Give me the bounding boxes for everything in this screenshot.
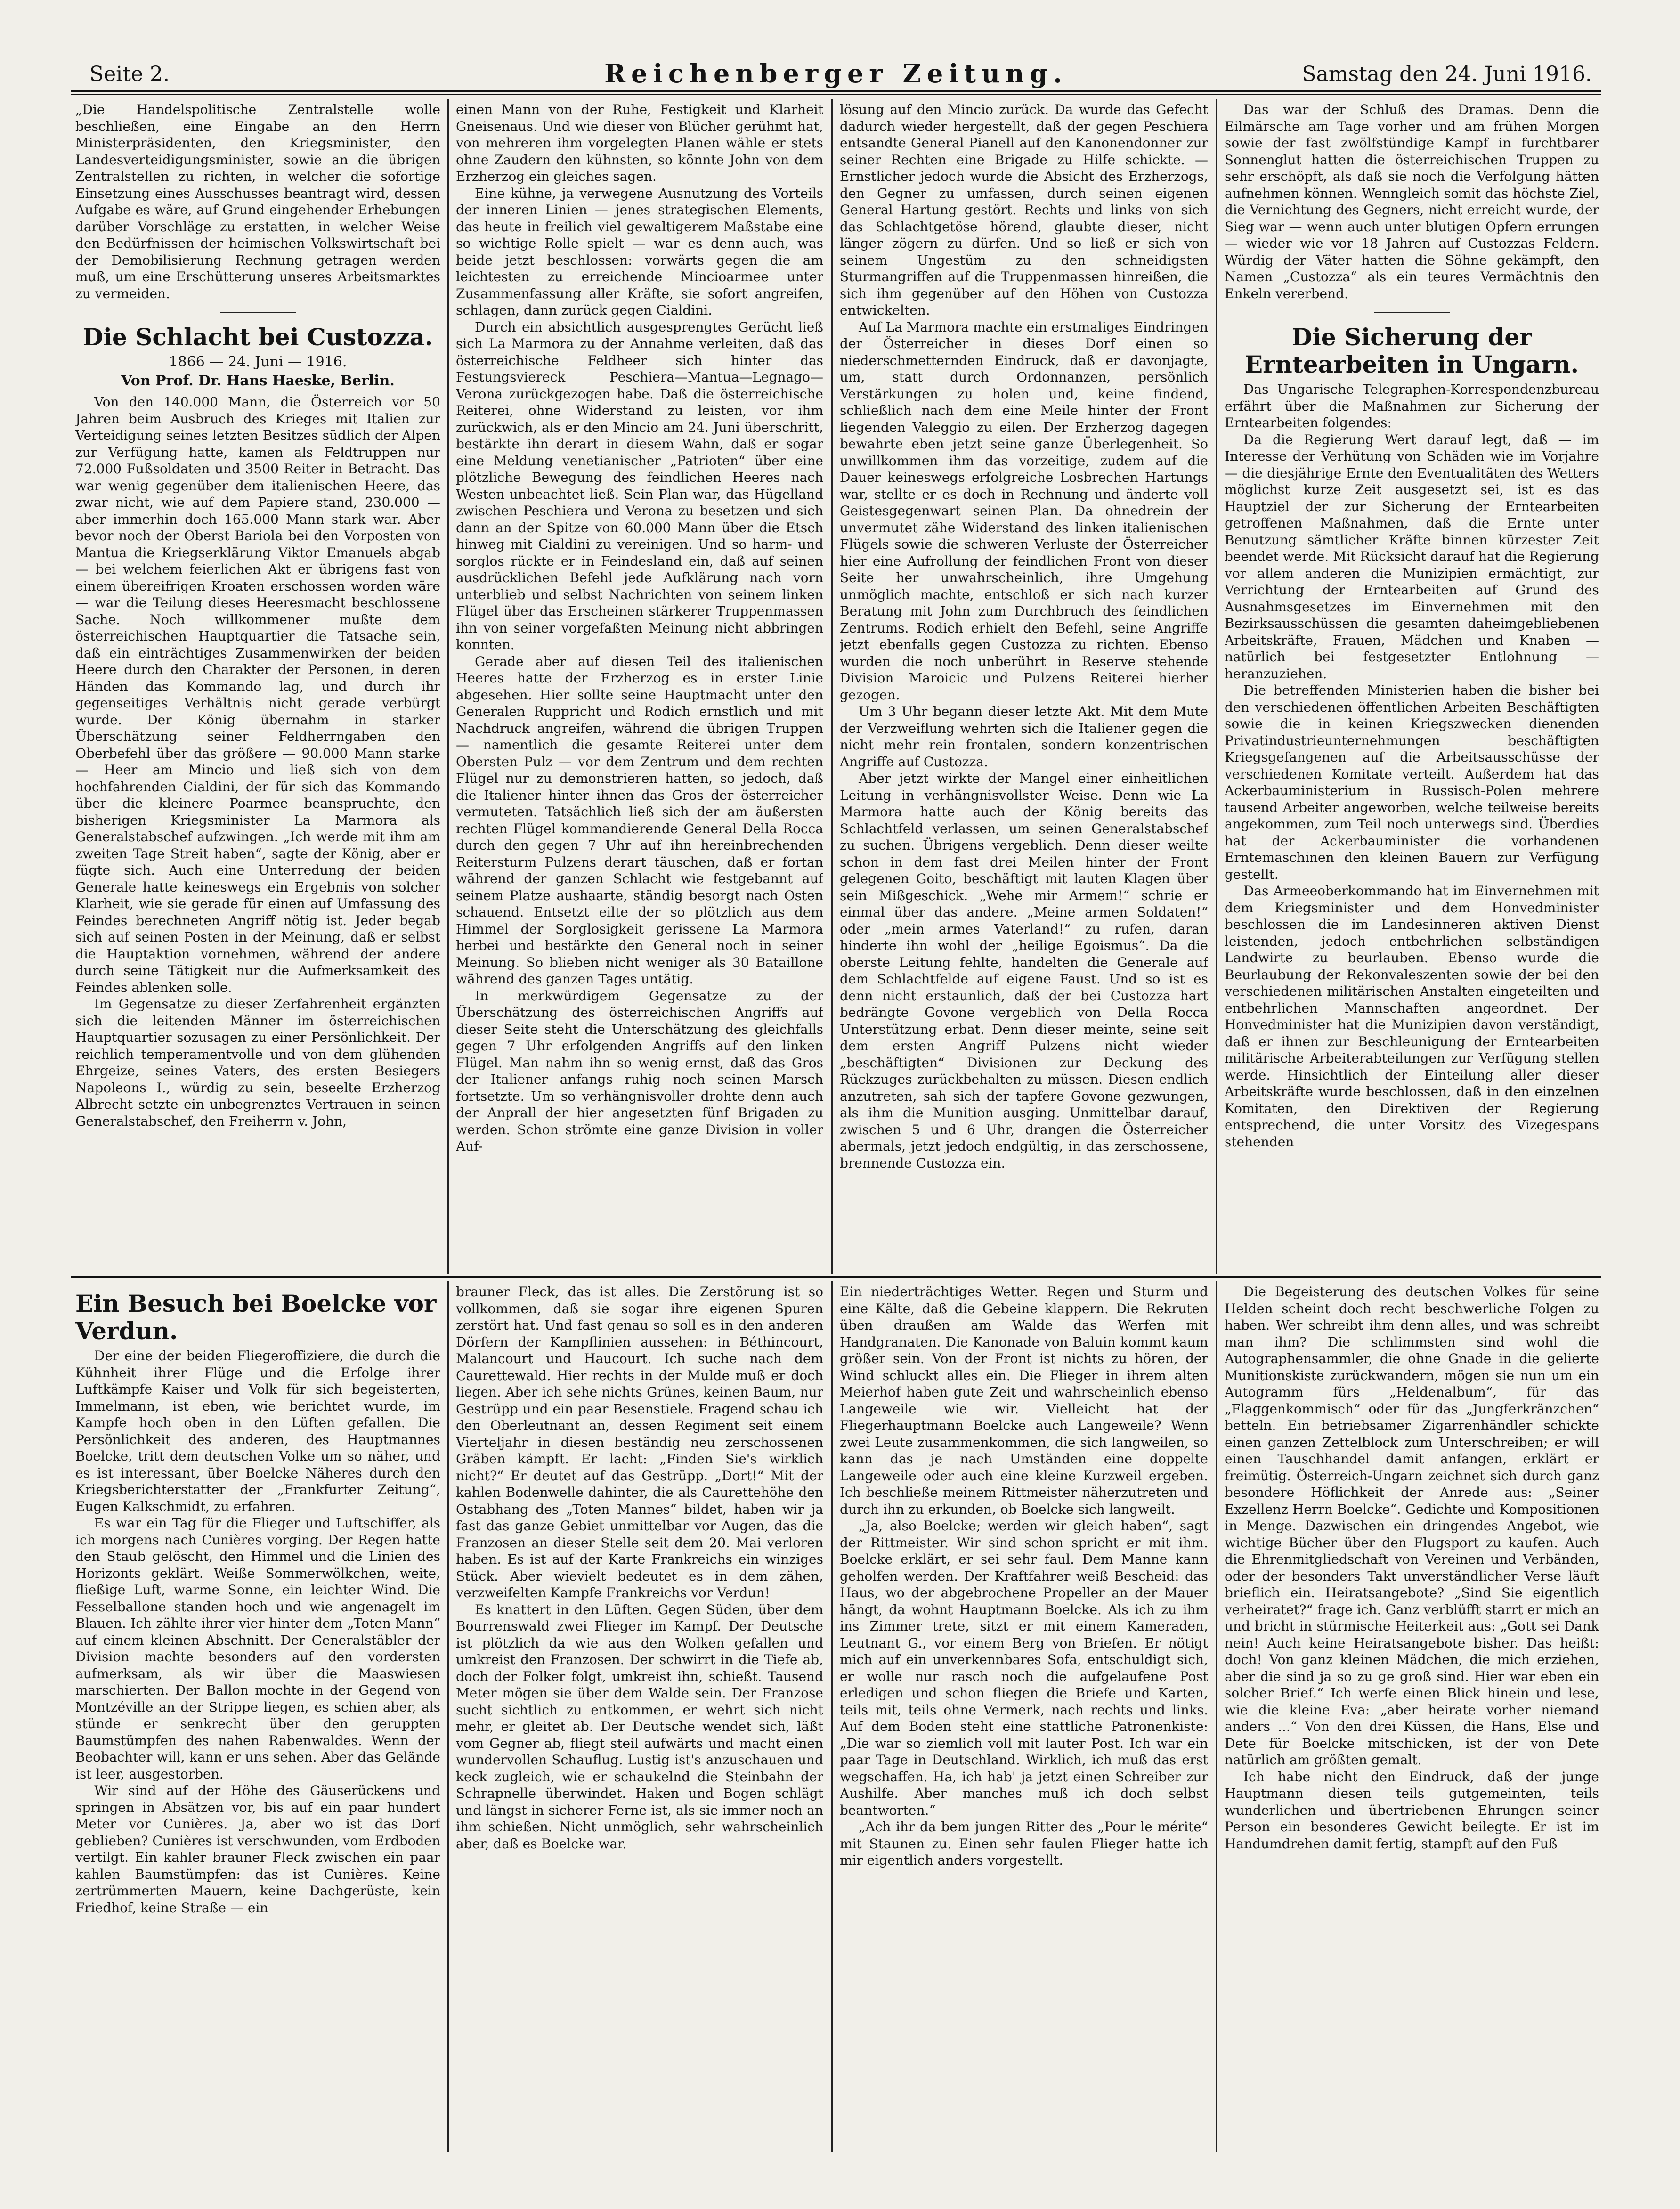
boelcke-column-3 [840,1283,1208,2152]
column-divider [447,99,449,1274]
article-separator [220,312,296,313]
newspaper-title: Reichenberger Zeitung. [604,58,1068,89]
boelcke-column-4 [1225,1283,1599,2152]
boelcke-paragraph: Es war ein Tag für die Flieger und Luftschiffer, als ich morgens nach Cunières vorging. Der Regen hatte den Staub gelöscht, den Himmel und die Linien des Horizonts geklärt. Weiße Sommerwölkchen, weite, fließige Luft, warme Sonne, ein leichter Wind. Die Fesselballone standen hoch und wie angenagelt im Blauen. Ich zählte ihrer vier hinter dem „Toten Mann“ auf einem kleinen Abschnitt. Der Generalstäbler der Division machte besonders auf den vordersten aufmerksam, als wir über die Maaswiesen marschierten. Der Ballon mochte in der Gegend von Montzéville an der Strippe liegen, es schien aber, als stünde er senkrecht über den geruppten Baumstümpfen des nahen Rabenwaldes. Wenn der Beobachter will, kann er uns sehen. Aber das Gelände ist leer, ausgestorben. [75,1515,440,1782]
intro-paragraph: „Die Handelspolitische Zentralstelle wolle beschließen, eine Eingabe an den Herrn Ministerpräsidenten, den Kriegsminister, den Landesverteidigungsminister, sowie an die übrigen Zentralstellen zu richten, in welcher die sofortige Einsetzung eines Ausschusses beantragt wird, dessen Aufgabe es wäre, auf Grund eingehender Erhebungen darüber Vorschläge zu erstatten, in welcher Weise den Bedürfnissen der heimischen Volkswirtschaft bei der Demobilisierung Rechnung getragen werden muß, um eine Erschütterung unseres Arbeitsmarktes zu vermeiden. [75,102,440,301]
boelcke-paragraph: brauner Fleck, das ist alles. Die Zerstörung ist so vollkommen, daß sie sogar ihre eigenen Spuren zerstört hat. Und fast genau so soll es in den anderen Dörfern der Kampflinien aussehen: in Béthincourt, Malancourt und Haucourt. Ich suche nach dem Caurettewald. Hier rechts in der Mulde muß er doch liegen. Aber ich sehe nichts Grünes, keinen Baum, nur Gestrüpp und ein paar Besenstiele. Fragend schau ich den Oberleutnant an, dessen Regiment seit einem Vierteljahr in diesen beständig neu zerschossenen Gräben kämpft. Er lacht: „Finden Sie's wirklich nicht?“ Er deutet auf das Gestrüpp. „Dort!“ Mit der kahlen Bodenwelle dahinter, die als Caurettehöhe den Ostabhang des „Toten Mannes“ bildet, haben wir ja fast das ganze Gebiet unmittelbar vor Augen, das die Franzosen an dieser Stelle seit dem 20. Mai verloren haben. Es ist auf der Karte Frankreichs ein winziges Stück. Aber wievielt bedeutet es in dem zähen, verzweifelten Kampfe Frankreichs vor Verdun! [456,1284,823,1600]
page-number: Seite 2. [89,62,170,86]
boelcke-paragraph: Der eine der beiden Fliegeroffiziere, die durch die Kühnheit ihrer Flüge und die Erfolge ihrer Luftkämpfe Kaiser und Volk für sich begeisterten, Immelmann, ist eben, wie berichtet wurde, im Kampfe hoch oben in den Lüften gefallen. Die Persönlichkeit des anderen, des Hauptmannes Boelcke, tritt dem deutschen Volke um so näher, und es ist interessant, über Boelcke Näheres durch den Kriegsberichterstatter der „Frankfurter Zeitung“, Eugen Kalkschmidt, zu erfahren. [75,1348,440,1514]
ernte-paragraph: Die betreffenden Ministerien haben die bisher bei den verschiedenen öffentlichen Arbeiten Beschäftigten sowie die in keinen Kriegszwecken dienenden Privatindustrieunternehmungen beschäftigten Kriegsgefangenen auf die Arbeitsausschüsse der verschiedenen Komitate verteilt. Außerdem hat das Ackerbauministerium in Russisch-Polen mehrere tausend Arbeiter angeworben, welche teilweise bereits angekommen, zum Teil noch unterwegs sind. Überdies hat der Ackerbauminister die vorhandenen Erntemaschinen den kleinen Bauern zur Verfügung gestellt. [1225,682,1599,882]
boelcke-column-2 [456,1283,823,2152]
column-divider [831,1281,833,2152]
boelcke-paragraph: „Ach ihr da bem jungen Ritter des „Pour le mérite“ mit Staunen zu. Einen sehr faulen Flieger hatte ich mir eigentlich anders vorgestellt. [840,1819,1208,1868]
custozza-paragraph: Durch ein absichtlich ausgesprengtes Gerücht ließ sich La Marmora zu der Annahme verleiten, daß das österreichische Feldheer sich hinter das Festungsviereck Peschiera—Mantua—Legnago—Verona zurückgezogen habe. Daß die österreichische Reiterei, ohne Widerstand zu leisten, vor ihm zurückwich, als er den Mincio am 24. Juni überschritt, bestärkte ihn derart in diesem Wahn, daß er sogar eine Meldung venetianischer „Patrioten“ über eine plötzliche Bewegung des feindlichen Heeres nach Westen unbeachtet ließ. Sein Plan war, das Hügelland zwischen Peschiera und Verona zu besetzen und sich dann an der Spitze von 60.000 Mann über die Etsch hinweg mit Cialdini zu vereinigen. Und so harm- und sorglos rückte er in Feindesland ein, daß auf seinen ausdrücklichen Befehl jede Aufklärung nach vorn unterblieb und selbst Nachrichten von seinem linken Flügel über das Erscheinen stärkerer Truppenmassen ihn von seiner vorgefaßten Meinung nicht abbringen konnten. [456,319,823,652]
custozza-paragraph: Das war der Schluß des Dramas. Denn die Eilmärsche am Tage vorher und am frühen Morgen sowie der fast zwölfstündige Kampf in furchtbarer Sonnenglut hatten die österreichischen Truppen zu sehr erschöpft, als daß sie noch die Verfolgung hätten aufnehmen können. Wenngleich somit das höchste Ziel, die Vernichtung des Gegners, nicht erreicht wurde, der Sieg war — wenn auch unter blutigen Opfern errungen — wieder wie vor 18 Jahren auf Custozzas Feldern. Würdig der Väter hatten die Söhne gekämpft, den Namen „Custozza“ als ein teures Vermächtnis den Enkeln vererbend. [1225,102,1599,301]
custozza-paragraph: Eine kühne, ja verwegene Ausnutzung des Vorteils der inneren Linien — jenes strategischen Elements, das heute in freilich viel gewaltigerem Maßstabe eine so wichtige Rolle spielt — war es denn auch, was beide jetzt beschlossen: vorwärts gegen die am leichtesten zu erreichende Mincioarmee unter Zusammenfassung aller Kräfte, sie sofort angreifen, schlagen, dann zurück gegen Cialdini. [456,185,823,318]
boelcke-paragraph: Die Begeisterung des deutschen Volkes für seine Helden scheint doch recht beschwerliche Folgen zu haben. Wer schreibt ihm denn alles, und was schreibt man ihm? Die schlimmsten sind wohl die Autographensammler, die ohne Gnade in die gelierte Munitionskiste zurückwandern, mögen sie nun um ein Autogramm fürs „Heldenalbum“, für das „Flaggenkommisch“ oder für das „Jungferkränzchen“ betteln. Ein betriebsamer Zigarrenhändler schickte einen ganzen Zettelblock zum Unterschreiben; er will einen Tauschhandel damit anfangen, erklärt er freimütig. Österreich-Ungarn zeichnet sich durch ganz besondere Höflichkeit der Anrede aus: „Seiner Exzellenz Herrn Boelcke“. Gedichte und Kompositionen in Menge. Dazwischen ein dringendes Angebot, wie wichtige Bücher über den Flugsport zu kaufen. Auch die Ehrenmitgliedschaft von Vereinen und Verbänden, oder der besonders Takt unverständlicher Verse läuft brieflich ein. Heiratsangebote? „Sind Sie eigentlich verheiratet?“ frage ich. Ganz verblüfft starrt er mich an und bricht in stürmische Heiterkeit aus: „Gott sei Dank nein! Auch keine Heiratsangebote bisher. Das heißt: doch! Von ganz kleinen Mädchen, die mich erziehen, aber die sind ja so zu ge groß sind. Hier war eben ein solcher Brief.“ Ich werfe einen Blick hinein und lese, wie die kleine Eva: „aber heirate vorher niemand anders ...“ Von den drei Küssen, die Hans, Else und Dete für Boelcke mitschicken, ist der von Dete natürlich am größten gemalt. [1225,1284,1599,1768]
ernte-paragraph: Da die Regierung Wert darauf legt, daß — im Interesse der Verhütung von Schäden wie im Vorjahre — die diesjährige Ernte den Eventualitäten des Wetters möglichst kurze Zeit ausgesetzt sei, ist es das Hauptziel der zur Sicherung der Erntearbeiten getroffenen Maßnahmen, daß die Ernte unter Benutzung sämtlicher Kräfte binnen kürzester Zeit beendet werde. Mit Rücksicht darauf hat die Regierung vor allem anderen die Munizipien ermächtigt, zur Verrichtung der Erntearbeiten auf Grund des Ausnahmsgesetzes im Einvernehmen mit den Bezirksausschüssen die gesamten daheimgebliebenen Arbeitskräfte, Frauen, Mädchen und Knaben — natürlich bei festgesetzter Entlohnung — heranzuziehen. [1225,431,1599,682]
ernte-paragraph: Das Armeeoberkommando hat im Einvernehmen mit dem Kriegsminister und dem Honvedminister beschlossen die im Landesinneren aktiven Dienst leistenden, jedoch entbehrlichen selbständigen Landwirte zu beurlauben. Ebenso wurde die Beurlaubung der Rekonvaleszenten sowie der bei den verschiedenen militärischen Anstalten eingeteilten und entbehrlichen Mannschaften angeordnet. Der Honvedminister hat die Munizipien davon verständigt, daß er ihnen zur Beschleunigung der Erntearbeiten militärische Arbeiterabteilungen zur Verfügung stellen werde. Hinsichtlich der Einteilung aller dieser Arbeitskräfte wurde beschlossen, daß in den einzelnen Komitaten, den Direktiven der Regierung entsprechend, die unter Vorsitz des Vizegespans stehenden [1225,883,1599,1150]
boelcke-paragraph: Es knattert in den Lüften. Gegen Süden, über dem Bourrenswald zwei Flieger im Kampf. Der Deutsche ist plötzlich da wie aus den Wolken gefallen und umkreist den Franzosen. Der schwirrt in die Tiefe ab, doch der Folker folgt, umkreist ihn, schießt. Tausend Meter mögen sie über dem Walde sein. Der Franzose sucht sichtlich zu entkommen, er wehrt sich nicht mehr, er gleitet ab. Der Deutsche wendet sich, läßt vom Gegner ab, fliegt steil aufwärts und macht einen wundervollen Schauflug. Lustig ist's anzuschauen und keck zugleich, wie er schaukelnd die Steinbahn der Schrapnelle überwindet. Haken und Bogen schlägt und längst in sicherer Ferne ist, als sie immer noch an ihm schießen. Nicht unmöglich, sehr wahrscheinlich aber, daß es Boelcke war. [456,1601,823,1852]
boelcke-paragraph: Ein niederträchtiges Wetter. Regen und Sturm und eine Kälte, daß die Gebeine klappern. Die Rekruten üben draußen am Walde das Werfen mit Handgranaten. Die Kanonade von Baluin kommt kaum größer sein. Von der Front ist nichts zu hören, der Wind schluckt alles ein. Die Flieger in ihrem alten Meierhof haben gute Zeit und wahrscheinlich ebenso Langeweile wie wir. Vielleicht hat der Fliegerhauptmann Boelcke auch Langeweile? Wenn zwei Leute zusammenkommen, die sich langweilen, so kann das je nach Umständen eine doppelte Langeweile oder auch eine kleine Kurzweil ergeben. Ich beschließe meinem Rittmeister näherzutreten und durch ihn zu erkunden, ob Boelcke sich langweilt. [840,1284,1208,1517]
custozza-headline: Die Schlacht bei Custozza. [82,323,433,351]
column-2 [456,101,823,1274]
column-divider [447,1281,449,2152]
article-separator [1374,312,1450,313]
column-3 [840,101,1208,1274]
custozza-paragraph: In merkwürdigem Gegensatze zu der Überschätzung des österreichischen Angriffs auf dieser Seite steht die Unterschätzung des gleichfalls gegen 7 Uhr erfolgenden Angriffs auf den linken Flügel. Man nahm ihn so wenig ernst, daß das Gros der Italiener anfangs ruhig noch seinen Marsch fortsetzte. Um so verhängnisvoller drohte denn auch der Anprall der hier angesetzten fünf Brigaden zu werden. Schon strömte eine ganze Division in voller Auf- [456,988,823,1154]
custozza-paragraph: Aber jetzt wirkte der Mangel einer einheitlichen Leitung in verhängnisvollster Weise. Denn wie La Marmora hatte auch der König bereits das Schlachtfeld verlassen, um seinen Generalstabschef zu suchen. Übrigens vergeblich. Denn dieser weilte schon in dem fast drei Meilen hinter der Front gelegenen Goito, beschäftigt mit lauten Klagen über sein Mißgeschick. „Wehe mir Armem!“ schrie er einmal über das andere. „Meine armen Soldaten!“ oder „mein armes Vaterland!“ zu rufen, daran hinderte ihn wohl der „heilige Egoismus“. Da die oberste Leitung fehlte, handelten die Generale auf dem Schlachtfelde auf eigene Faust. Und so ist es denn nicht erstaunlich, daß der bei Custozza hart bedrängte Govone vergeblich von Della Rocca Unterstützung erbat. Denn dieser meinte, seine seit dem ersten Angriff Pulzens nicht wieder „beschäftigten“ Divisionen zur Deckung des Rückzuges zurückbehalten zu müssen. Diesen endlich anzutreten, sah sich der tapfere Govone gezwungen, als ihm die Munition ausging. Unmittelbar darauf, zwischen 5 und 6 Uhr, drangen die Österreicher abermals, jetzt jedoch endgültig, in das zerschossene, brennende Custozza ein. [840,771,1208,1171]
custozza-paragraph: Von den 140.000 Mann, die Österreich vor 50 Jahren beim Ausbruch des Krieges mit Italien zur Verteidigung seines letzten Besitzes südlich der Alpen zur Verfügung hatte, kamen als Feldtruppen nur 72.000 Fußsoldaten und 3500 Reiter in Betracht. Das war wenig gegenüber dem italienischen Heere, das zwar nicht, wie auf dem Papiere stand, 230.000 — aber immerhin doch 165.000 Mann stark war. Aber bevor noch der Oberst Bariola bei den Vorposten von Mantua die Kriegserklärung Viktor Emanuels abgab — bei welchem feierlichen Akt er übrigens fast von einem übereifrigen Kroaten erschossen worden wäre — war die Teilung dieses Heeresmacht beschlossene Sache. Noch willkommener mußte dem österreichischen Hauptquartier die Tatsache sein, daß ein einträchtiges Zusammenwirken der beiden Heere durch den Charakter der Personen, in deren Händen das Kommando lag, und durch ihr gegenseitiges Verhältnis nicht gerade verbürgt wurde. Der König übernahm in starker Überschätzung seiner Feldherrngaben den Oberbefehl über das größere — 90.000 Mann starke — Heer am Mincio und ließ sich von dem hochfahrenden Cialdini, der für sich das Kommando über die kleinere Poarmee beanspruchte, den bisherigen Kriegsminister La Marmora als Generalstabschef aufzwingen. „Ich werde mit ihm am zweiten Tage Streit haben“, sagte der König, aber er fügte sich. Auch eine Unterredung der beiden Generale hatte keineswegs ein Ergebnis von solcher Klarheit, wie sie gerade für einen auf Umfassung des Feindes berechneten Angriff nötig ist. Jeder begab sich auf seinen Posten in der Meinung, daß er selbst die Hauptaktion vornehmen, während der andere durch seine Tätigkeit nur die Aufmerksamkeit des Feindes ablenken solle. [75,394,440,995]
custozza-paragraph: Um 3 Uhr begann dieser letzte Akt. Mit dem Mute der Verzweiflung wehrten sich die Italiener gegen die nicht mehr rein frontalen, sondern konzentrischen Angriffe auf Custozza. [840,704,1208,770]
custozza-years: 1866 — 24. Juni — 1916. [169,354,347,370]
boelcke-headline: Ein Besuch bei Boelcke vor Verdun. [75,1290,437,1345]
column-4 [1225,101,1599,1274]
custozza-paragraph: Auf La Marmora machte ein erstmaliges Eindringen der Österreicher in dieses Dorf einen so niederschmetternden Eindruck, daß er davonjagte, um, statt durch Ordonnanzen, persönlich Verstärkungen zu holen und, keine findend, schließlich nach dem eine Meile hinter der Front liegenden Valeggio zu eilen. Der Erzherzog dagegen bewahrte eben jetzt seine ganze Überlegenheit. So unwillkommen ihm das vorzeitige, zudem auf die Dauer keineswegs erfolgreiche Losbrechen Hartungs war, stellte er es doch in Rechnung und änderte voll Geistesgegenwart seinen Plan. Da ohnedrein der unvermutet zähe Widerstand des linken italienischen Flügels sowie die schweren Verluste der Österreicher hier eine Aufrollung der feindlichen Front von dieser Seite her unwahrscheinlich, ihre Umgehung unmöglich machte, entschloß er sich nach kurzer Beratung mit John zum Durchbruch des feindlichen Zentrums. Rodich erhielt den Befehl, seine Angriffe jetzt ebenfalls gegen Custozza zu richten. Ebenso wurden die noch unberührt in Reserve stehende Division Maroicic und Pulzens Reiterei hierher gezogen. [840,319,1208,703]
boelcke-paragraph: „Ja, also Boelcke; werden wir gleich haben“, sagt der Rittmeister. Wir sind schon spricht er mit ihm. Boelcke erklärt, er sei sehr faul. Dem Manne kann geholfen werden. Der Kraftfahrer weiß Bescheid: das Haus, wo der abgebrochene Propeller an der Mauer hängt, da wohnt Hauptmann Boelcke. Als ich zu ihm ins Zimmer trete, sitzt er mit einem Kameraden, Leutnant G., vor einem Berg von Briefen. Er nötigt mich auf ein unverkennbares Sofa, entschuldigt sich, er wolle nur rasch noch die aufgelaufene Post erledigen und schon fliegen die Briefe und Karten, teils mit, teils ohne Vermerk, nach rechts und links. Auf dem Boden steht eine stattliche Patronenkiste: „Die war so ziemlich voll mit lauter Post. Ich war ein paar Tage in Deutschland. Wirklich, ich muß das erst wegschaffen. Ha, ich hab' ja jetzt einen Schreiber zur Aushilfe. Aber manches muß ich doch selbst beantworten.“ [840,1518,1208,1818]
newspaper-page [71,52,1601,2157]
custozza-paragraph: einen Mann von der Ruhe, Festigkeit und Klarheit Gneisenaus. Und wie dieser von Blücher gerühmt hat, von mehreren ihm vorgelegten Planen wähle er stets ohne Zaudern den kühnsten, so könnte John von dem Erzherzog ein gleiches sagen. [456,102,823,184]
custozza-paragraph: lösung auf den Mincio zurück. Da wurde das Gefecht dadurch wieder hergestellt, daß der gegen Peschiera entsandte General Pianell auf den Kanonendonner zur seiner Rechten eine Brigade zu Hilfe schickte. — Ernstlicher jedoch wurde die Absicht des Erzherzogs, den Gegner zu umfassen, durch seinen eigenen General Hartung gestört. Rechts und links von sich das Schlachtgetöse hörend, glaubte dieser, nicht länger zögern zu dürfen. Und so ließ er sich von seinem Ungestüm zu den schneidigsten Sturmangriffen auf die Truppenmassen hinreißen, die sich ihm gegenüber auf den Höhen von Custozza entwickelten. [840,102,1208,318]
section-divider [71,1276,1601,1278]
issue-date: Samstag den 24. Juni 1916. [1302,62,1592,86]
boelcke-paragraph: Ich habe nicht den Eindruck, daß der junge Hauptmann diesen teils gutgemeinten, teils wunderlichen und übertriebenen Ehrungen seiner Person ein besonderes Gewicht beilegte. Er ist im Handumdrehen damit fertig, stampft auf den Fuß [1225,1769,1599,1852]
ernte-headline: Die Sicherung der Erntearbeiten in Ungarn. [1244,323,1579,378]
column-1 [75,101,440,1274]
column-divider [831,99,833,1274]
boelcke-column-1 [75,1283,440,2152]
ernte-paragraph: Das Ungarische Telegraphen-Korrespondenzbureau erfährt über die Maßnahmen zur Sicherung der Erntearbeiten folgendes: [1225,382,1599,430]
header-rule [71,90,1601,95]
custozza-paragraph: Gerade aber auf diesen Teil des italienischen Heeres hatte der Erzherzog es in erster Linie abgesehen. Hier sollte seine Hauptmacht unter den Generalen Ruppricht und Rodich ernstlich und mit Nachdruck angreifen, während die übrigen Truppen — namentlich die gesamte Reiterei unter dem Obersten Pulz — vor dem Zentrum und dem rechten Flügel nur zu demonstrieren hatten, so jedoch, daß die Italiener hinter ihnen das Gros der österreicher vermuteten. Tatsächlich ließ sich der am äußersten rechten Flügel kommandierende General Della Rocca durch den gegen 7 Uhr auf ihn hereinbrechenden Reitersturm Pulzens derart täuschen, daß er fortan während der ganzen Schlacht wie festgebannt auf seinem Platze aushaarte, ständig besorgt nach Osten schauend. Entsetzt eilte der so plötzlich aus dem Himmel der Sorglosigkeit gerissene La Marmora herbei und bestärkte den General noch in seiner Meinung. So blieben nicht weniger als 30 Bataillone während des ganzen Tages untätig. [456,653,823,987]
custozza-author: Von Prof. Dr. Hans Haeske, Berlin. [121,372,395,389]
boelcke-paragraph: Wir sind auf der Höhe des Gäuserückens und springen in Absätzen vor, bis auf ein paar hundert Meter vor Cunières. Ja, aber wo ist das Dorf geblieben? Cunières ist verschwunden, vom Erdboden vertilgt. Ein kahler brauner Fleck zwischen ein paar kahlen Baumstümpfen: das ist Cunières. Keine zertrümmerten Mauern, keine Dachgerüste, kein Friedhof, keine Straße — ein [75,1783,440,1916]
page-header [71,52,1601,89]
custozza-paragraph: Im Gegensatze zu dieser Zerfahrenheit ergänzten sich die leitenden Männer im österreichischen Hauptquartier sozusagen zu einer Persönlichkeit. Der reichlich temperamentvolle und von dem glühenden Ehrgeize, seines Vaters, des ersten Besiegers Napoleons I., würdig zu sein, beseelte Erzherzog Albrecht setzte ein unbegrenztes Vertrauen in seinen Generalstabschef, den Freiherrn v. John, [75,996,440,1129]
column-divider [1216,99,1217,1274]
column-divider [1216,1281,1217,2152]
